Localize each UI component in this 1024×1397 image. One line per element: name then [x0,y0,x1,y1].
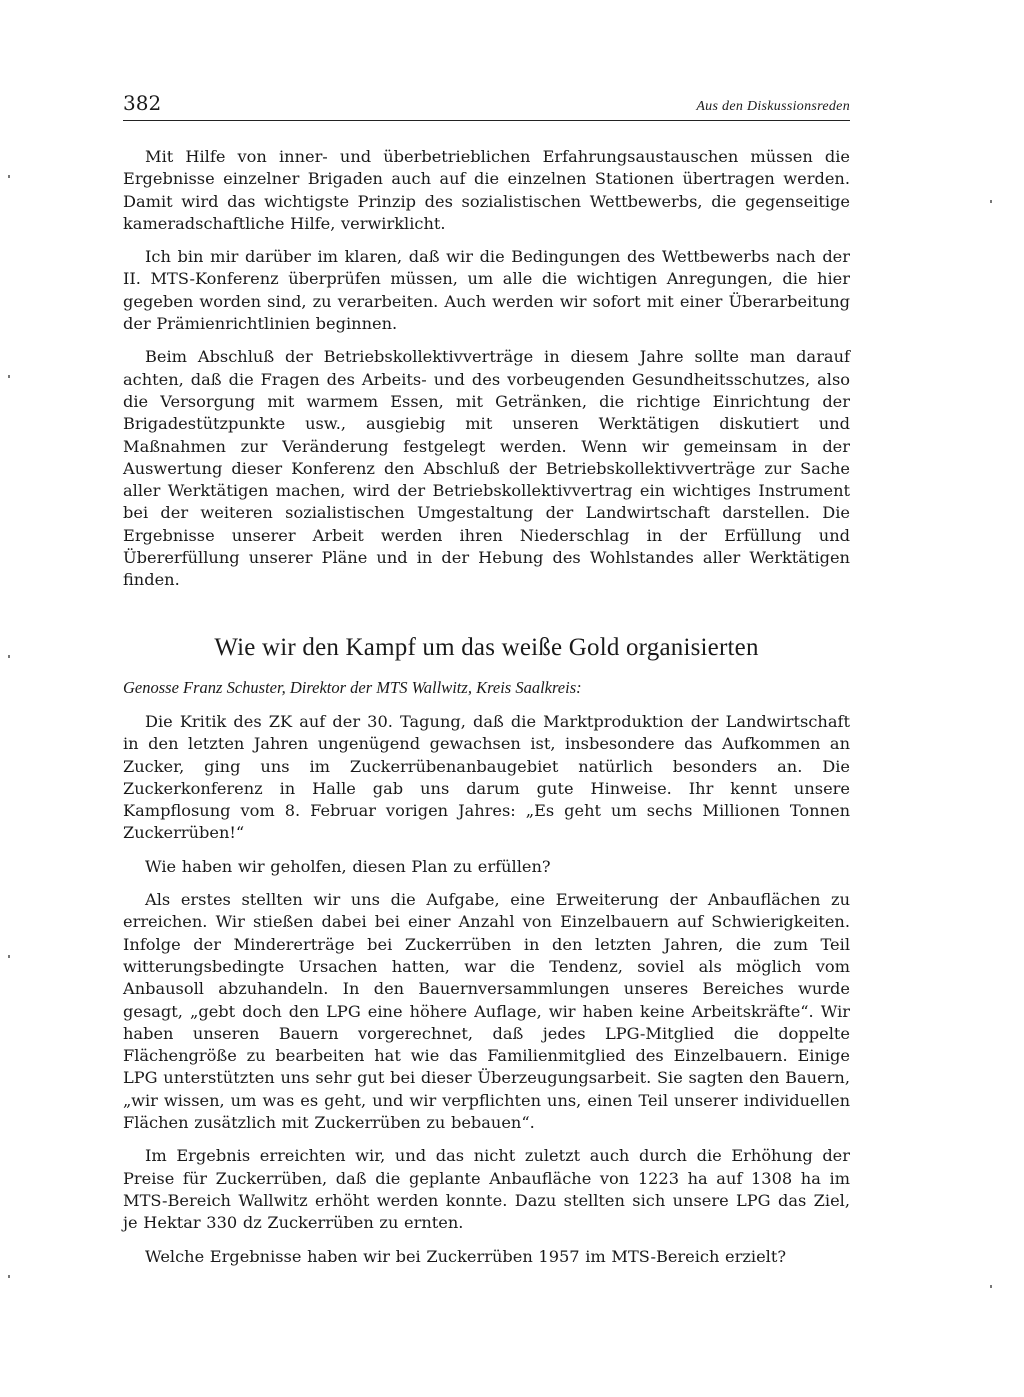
header-rule [123,120,850,121]
scan-speck [8,655,10,658]
paragraph: Beim Abschluß der Betriebskollektivverträge in diesem Jahre sollte man darauf achten, daß die Fragen des Arbeits- und des vorbeugenden Gesundheitsschutzes, also die Versorgung mit warmem Essen, mit Getränken, die richtige Einrichtung der Brigadestützpunkte usw., ausgiebig mit unseren Werktätigen diskutiert und Maßnahmen zur Veränderung festgelegt werden. Wenn wir gemeinsam in der Auswertung dieser Konferenz den Abschluß der Betriebskollektivverträge zur Sache aller Werktätigen machen, wird der Betriebskollektivvertrag ein wichtiges Instrument bei der weiteren sozialistischen Umgestaltung der Landwirtschaft darstellen. Die Ergebnisse unserer Arbeit werden ihren Niederschlag in der Erfüllung und Übererfüllung unserer Pläne und in der Hebung des Wohlstandes aller Werktätigen finden. [123,347,850,590]
paragraph: Die Kritik des ZK auf der 30. Tagung, daß die Marktproduktion der Landwirtschaft in den letzten Jahren ungenügend gewachsen ist, insbesondere das Aufkommen an Zucker, ging uns im Zuckerrübenanbaugebiet natürlich besonders an. Die Zuckerkonferenz in Halle gab uns darum gute Hinweise. Ihr kennt unsere Kampflosung vom 8. Februar vorigen Jahres: „Es geht um sechs Millionen Tonnen Zuckerrüben!“ [123,712,850,843]
scan-speck [990,1285,992,1288]
scan-speck [990,200,992,203]
scan-speck [8,1275,10,1278]
running-head: Aus den Diskussionsreden [696,99,850,114]
scan-speck [8,375,10,378]
page-number: 382 [123,91,162,115]
paragraph: Ich bin mir darüber im klaren, daß wir die Bedingungen des Wettbewerbs nach der II. MTS-Konferenz überprüfen müssen, um alle die wichtigen Anregungen, die hier gegeben worden sind, zu verarbeiten. Auch werden wir sofort mit einer Überarbeitung der Prämienrichtlinien beginnen. [123,247,850,334]
section-title: Wie wir den Kampf um das weiße Gold organisierten [214,634,759,661]
page-header [123,91,850,115]
paragraph: Welche Ergebnisse haben wir bei Zuckerrüben 1957 im MTS-Bereich erzielt? [145,1246,787,1266]
scan-speck [8,175,10,178]
section2-body [123,711,850,1279]
speaker-byline: Genosse Franz Schuster, Direktor der MTS Wallwitz, Kreis Saalkreis: [123,678,582,697]
paragraph: Mit Hilfe von inner- und überbetrieblichen Erfahrungsaustauschen müssen die Ergebnisse einzelner Brigaden auch auf die einzelnen Stationen übertragen werden. Damit wird das wichtigste Prinzip des sozialistischen Wettbewerbs, die gegenseitige kameradschaftliche Hilfe, verwirklicht. [123,147,850,233]
paragraph: Als erstes stellten wir uns die Aufgabe, eine Erweiterung der Anbauflächen zu erreichen. Wir stießen dabei bei einer Anzahl von Einzelbauern auf Schwierigkeiten. Infolge der Mindererträge bei Zuckerrüben in den letzten Jahren, die zum Teil witterungsbedingte Ursachen hatten, war die Tendenz, soviel als möglich vom Anbausoll abzuhandeln. In den Bauernversammlungen unseres Bereiches wurde gesagt, „gebt doch den LPG eine höhere Auflage, wir haben keine Arbeitskräfte“. Wir haben unseren Bauern vorgerechnet, daß jedes LPG-Mitglied die doppelte Flächengröße zu bearbeiten hat wie das Familienmitglied des Einzelbauern. Einige LPG unterstützten uns sehr gut bei dieser Überzeugungsarbeit. Sie sagten den Bauern, „wir wissen, um was es geht, und wir verpflichten uns, einen Teil unserer individuellen Flächen zusätzlich mit Zuckerrüben zu bebauen“. [123,890,850,1133]
scan-speck [8,955,10,958]
section1-body [123,146,850,603]
paragraph: Wie haben wir geholfen, diesen Plan zu erfüllen? [145,856,551,876]
paragraph: Im Ergebnis erreichten wir, und das nicht zuletzt auch durch die Erhöhung der Preise für Zuckerrüben, daß die geplante Anbaufläche von 1223 ha auf 1308 ha im MTS-Bereich Wallwitz erhöht werden konnte. Dazu stellten sich unsere LPG das Ziel, je Hektar 330 dz Zuckerrüben zu ernten. [123,1146,850,1233]
